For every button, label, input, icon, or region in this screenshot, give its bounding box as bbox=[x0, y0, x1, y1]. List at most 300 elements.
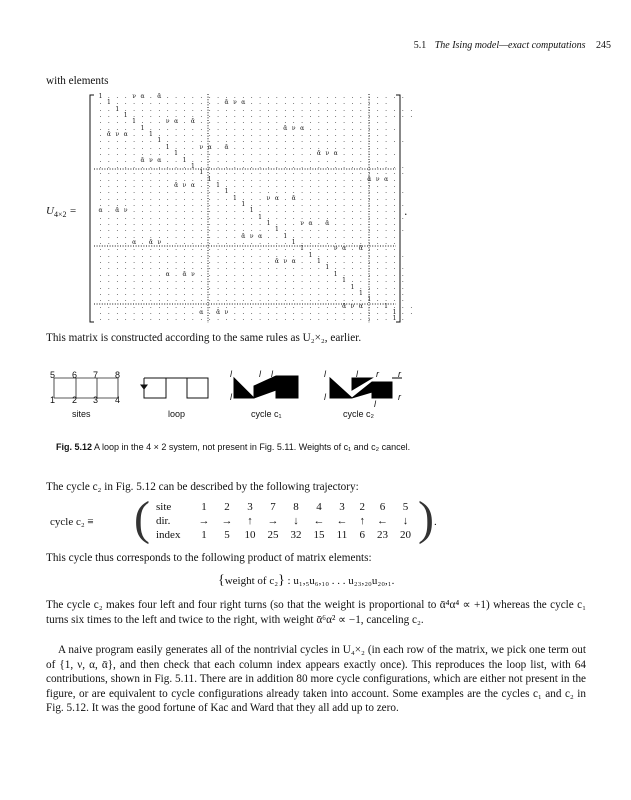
matrix-cell: . bbox=[343, 105, 346, 113]
matrix-cell: . bbox=[368, 112, 371, 120]
matrix-cell: . bbox=[385, 245, 388, 253]
matrix-cell: . bbox=[200, 213, 203, 221]
matrix-cell: . bbox=[250, 277, 253, 285]
weight-lhs: weight of c₂ bbox=[224, 575, 279, 587]
matrix-cell: . bbox=[334, 99, 337, 107]
matrix-cell: . bbox=[225, 277, 228, 285]
matrix-cell: . bbox=[292, 99, 295, 107]
matrix-cell: . bbox=[284, 207, 287, 215]
matrix-cell: ᾱ bbox=[106, 131, 111, 139]
matrix-cell: 1 bbox=[333, 270, 338, 278]
matrix-cell: . bbox=[351, 213, 354, 221]
matrix-cell: . bbox=[317, 289, 320, 297]
matrix-cell: . bbox=[208, 232, 211, 240]
matrix-cell: . bbox=[133, 213, 136, 221]
trajectory-cell: ↑ bbox=[247, 515, 253, 527]
matrix-cell: . bbox=[225, 156, 228, 164]
matrix-cell: . bbox=[359, 207, 362, 215]
matrix-cell: . bbox=[158, 296, 161, 304]
matrix-cell: . bbox=[317, 105, 320, 113]
matrix-cell: . bbox=[359, 143, 362, 151]
matrix-cell: . bbox=[225, 93, 228, 100]
matrix-cell: . bbox=[343, 258, 346, 266]
matrix-cell: . bbox=[158, 302, 161, 310]
matrix-cell: . bbox=[401, 277, 404, 285]
matrix-cell: . bbox=[141, 220, 144, 227]
matrix-cell: . bbox=[267, 150, 270, 158]
matrix-cell: . bbox=[267, 239, 270, 247]
matrix-cell: . bbox=[149, 143, 152, 151]
matrix-cell: . bbox=[233, 169, 236, 177]
matrix-cell: . bbox=[217, 220, 220, 227]
matrix-cell: . bbox=[351, 137, 354, 145]
matrix-cell: . bbox=[359, 251, 362, 259]
matrix-cell: . bbox=[233, 270, 236, 278]
matrix-cell: . bbox=[225, 226, 228, 234]
matrix-cell: ν bbox=[325, 150, 330, 158]
matrix-cell: . bbox=[343, 194, 346, 202]
figure-caption bbox=[56, 441, 536, 453]
matrix-cell: . bbox=[141, 258, 144, 266]
matrix-cell: . bbox=[292, 143, 295, 151]
matrix-cell: . bbox=[124, 200, 127, 208]
matrix-cell: . bbox=[116, 239, 119, 247]
matrix-cell: . bbox=[368, 162, 371, 170]
matrix-cell: . bbox=[393, 239, 396, 247]
matrix-cell: . bbox=[351, 200, 354, 208]
matrix-cell: . bbox=[284, 105, 287, 113]
matrix-cell: . bbox=[242, 220, 245, 227]
product-intro: This cycle thus corresponds to the following product of matrix elements: bbox=[46, 552, 372, 564]
matrix-cell: . bbox=[385, 112, 388, 120]
matrix-cell: . bbox=[250, 220, 253, 227]
matrix-cell: . bbox=[301, 226, 304, 234]
matrix-cell: . bbox=[250, 93, 253, 100]
matrix-cell: . bbox=[368, 315, 371, 323]
matrix-cell: . bbox=[359, 156, 362, 164]
edge-label: l bbox=[324, 392, 326, 402]
matrix-cell: . bbox=[149, 245, 152, 253]
matrix-cell: . bbox=[191, 137, 194, 145]
matrix-cell: 1 bbox=[274, 226, 279, 234]
matrix-cell: . bbox=[99, 105, 102, 113]
matrix-cell: . bbox=[385, 239, 388, 247]
matrix-cell: . bbox=[166, 181, 169, 189]
matrix-cell: . bbox=[107, 264, 110, 272]
matrix-cell: . bbox=[401, 315, 404, 323]
matrix-cell: . bbox=[183, 251, 186, 259]
matrix-cell: . bbox=[410, 112, 413, 120]
matrix-cell: . bbox=[242, 156, 245, 164]
panel-label-cycle-c2: cycle c₂ bbox=[343, 409, 374, 419]
matrix-cell: . bbox=[292, 289, 295, 297]
matrix-cell: . bbox=[225, 118, 228, 126]
trajectory-cell: 1 bbox=[201, 501, 207, 513]
matrix-cell: . bbox=[158, 308, 161, 316]
matrix-cell: . bbox=[175, 143, 178, 151]
matrix-cell: . bbox=[242, 315, 245, 323]
matrix-cell: . bbox=[259, 156, 262, 164]
matrix-cell: . bbox=[359, 162, 362, 170]
trajectory-cell: 32 bbox=[290, 529, 302, 541]
matrix-cell: . bbox=[292, 277, 295, 285]
matrix-cell: . bbox=[267, 99, 270, 107]
matrix-cell: . bbox=[401, 289, 404, 297]
matrix-cell: . bbox=[343, 220, 346, 227]
matrix-cell: α bbox=[165, 270, 170, 278]
matrix-cell: . bbox=[334, 239, 337, 247]
matrix-cell: . bbox=[351, 156, 354, 164]
matrix-cell: . bbox=[200, 296, 203, 304]
panel-label-sites: sites bbox=[72, 409, 91, 419]
matrix-cell: . bbox=[250, 315, 253, 323]
matrix-cell: . bbox=[175, 188, 178, 196]
matrix-cell: . bbox=[343, 131, 346, 139]
matrix-cell: . bbox=[334, 302, 337, 310]
matrix-cell: . bbox=[250, 169, 253, 177]
matrix-cell: . bbox=[124, 239, 127, 247]
matrix-cell: . bbox=[191, 296, 194, 304]
matrix-cell: . bbox=[351, 289, 354, 297]
matrix-cell: . bbox=[149, 137, 152, 145]
matrix-cell: . bbox=[393, 232, 396, 240]
matrix-cell: . bbox=[368, 93, 371, 100]
matrix-cell: . bbox=[317, 131, 320, 139]
matrix-cell: . bbox=[292, 264, 295, 272]
matrix-cell: . bbox=[309, 156, 312, 164]
matrix-cell: . bbox=[267, 169, 270, 177]
matrix-cell: . bbox=[259, 302, 262, 310]
matrix-cell: . bbox=[149, 270, 152, 278]
matrix-cell: . bbox=[267, 251, 270, 259]
matrix-cell: . bbox=[326, 226, 329, 234]
matrix-cell: . bbox=[116, 289, 119, 297]
matrix-cell: . bbox=[284, 143, 287, 151]
matrix-cell: . bbox=[376, 302, 379, 310]
matrix-cell: . bbox=[141, 162, 144, 170]
matrix-cell: . bbox=[250, 283, 253, 291]
matrix-cell: . bbox=[326, 175, 329, 183]
matrix-cell: . bbox=[326, 93, 329, 100]
matrix-cell: 1 bbox=[291, 239, 296, 247]
matrix-cell: . bbox=[343, 289, 346, 297]
matrix-cell: . bbox=[99, 277, 102, 285]
matrix-cell: . bbox=[284, 200, 287, 208]
matrix-cell: . bbox=[284, 270, 287, 278]
matrix-cell: . bbox=[368, 270, 371, 278]
weight-rhs: : u₁,₅u₆,₁₀ . . . u₂₃,₂₀u₂₀,₁. bbox=[287, 575, 395, 587]
matrix-cell: 1 bbox=[308, 251, 313, 259]
matrix-cell: . bbox=[225, 213, 228, 221]
matrix-cell: . bbox=[233, 188, 236, 196]
matrix-cell: . bbox=[175, 239, 178, 247]
matrix-cell: . bbox=[107, 181, 110, 189]
matrix-cell: . bbox=[376, 118, 379, 126]
matrix-cell: . bbox=[149, 169, 152, 177]
matrix-cell: . bbox=[301, 93, 304, 100]
matrix-cell: . bbox=[250, 162, 253, 170]
matrix-cell: . bbox=[124, 213, 127, 221]
matrix-cell: . bbox=[376, 264, 379, 272]
matrix-cell: . bbox=[217, 213, 220, 221]
matrix-cell: . bbox=[368, 188, 371, 196]
cycle-c2-diagram bbox=[330, 378, 402, 398]
matrix-cell: . bbox=[259, 251, 262, 259]
matrix-cell: . bbox=[149, 93, 152, 100]
matrix-cell: . bbox=[334, 194, 337, 202]
matrix-cell: . bbox=[149, 194, 152, 202]
matrix-cell: . bbox=[200, 200, 203, 208]
matrix-cell: . bbox=[208, 213, 211, 221]
matrix-cell: ᾱ bbox=[224, 143, 229, 151]
matrix-cell: . bbox=[233, 239, 236, 247]
matrix-cell: . bbox=[166, 200, 169, 208]
matrix-cell: . bbox=[141, 315, 144, 323]
matrix-cell: . bbox=[359, 124, 362, 132]
matrix-cell: . bbox=[116, 251, 119, 259]
matrix-cell: . bbox=[225, 194, 228, 202]
matrix-cell: . bbox=[149, 175, 152, 183]
matrix-cell: . bbox=[208, 251, 211, 259]
matrix-cell: . bbox=[292, 315, 295, 323]
matrix-cell: . bbox=[141, 207, 144, 215]
matrix-cell: . bbox=[317, 302, 320, 310]
matrix-cell: ν bbox=[333, 245, 338, 253]
matrix-cell: . bbox=[284, 175, 287, 183]
edge-label: l bbox=[324, 369, 326, 379]
matrix-cell: . bbox=[124, 188, 127, 196]
matrix-cell: . bbox=[309, 226, 312, 234]
matrix-cell: . bbox=[292, 188, 295, 196]
matrix-cell: . bbox=[368, 105, 371, 113]
matrix-cell: . bbox=[233, 251, 236, 259]
matrix-cell: . bbox=[259, 207, 262, 215]
matrix-cell: . bbox=[191, 213, 194, 221]
matrix-cell: . bbox=[351, 194, 354, 202]
matrix-cell: . bbox=[267, 207, 270, 215]
matrix-cell: . bbox=[183, 226, 186, 234]
matrix-cell: ν bbox=[266, 194, 271, 202]
matrix-cell: . bbox=[326, 258, 329, 266]
matrix-cell: . bbox=[368, 150, 371, 158]
matrix-cell: . bbox=[166, 308, 169, 316]
matrix-cell: . bbox=[317, 270, 320, 278]
matrix-cell: . bbox=[326, 105, 329, 113]
matrix-cell: 1 bbox=[207, 175, 212, 183]
matrix-cell: . bbox=[301, 150, 304, 158]
matrix-cell: . bbox=[267, 289, 270, 297]
matrix-cell: α bbox=[300, 124, 305, 132]
trajectory-cell: ← bbox=[376, 515, 388, 527]
matrix-cell: . bbox=[233, 112, 236, 120]
matrix-cell: . bbox=[351, 315, 354, 323]
matrix-cell: . bbox=[175, 232, 178, 240]
matrix-cell: . bbox=[124, 302, 127, 310]
matrix-cell: . bbox=[149, 232, 152, 240]
matrix-cell: . bbox=[326, 239, 329, 247]
matrix-cell: . bbox=[334, 143, 337, 151]
matrix-cell: . bbox=[309, 169, 312, 177]
matrix-cell: . bbox=[141, 302, 144, 310]
matrix-cell: . bbox=[359, 315, 362, 323]
matrix-cell: . bbox=[166, 239, 169, 247]
matrix-cell: . bbox=[284, 162, 287, 170]
matrix-cell: . bbox=[217, 239, 220, 247]
matrix-cell: . bbox=[191, 93, 194, 100]
matrix-cell: . bbox=[259, 112, 262, 120]
section-title: The Ising model—exact computations bbox=[434, 40, 586, 51]
matrix-equals: = bbox=[69, 205, 77, 217]
matrix-cell: . bbox=[242, 188, 245, 196]
matrix-cell: . bbox=[351, 93, 354, 100]
matrix-cell: . bbox=[368, 169, 371, 177]
matrix-cell: . bbox=[183, 137, 186, 145]
matrix-cell: . bbox=[233, 220, 236, 227]
matrix-cell: . bbox=[175, 194, 178, 202]
matrix-cell: α bbox=[174, 118, 179, 126]
matrix-cell: . bbox=[292, 137, 295, 145]
matrix-cell: . bbox=[376, 169, 379, 177]
matrix-cell: . bbox=[166, 283, 169, 291]
matrix-cell: . bbox=[166, 124, 169, 132]
matrix-cell: . bbox=[334, 169, 337, 177]
matrix-cell: . bbox=[233, 283, 236, 291]
matrix-cell: . bbox=[107, 169, 110, 177]
trajectory-table bbox=[150, 500, 417, 542]
matrix-cell: . bbox=[301, 264, 304, 272]
matrix-cell: . bbox=[275, 99, 278, 107]
matrix-cell: . bbox=[368, 213, 371, 221]
matrix-cell: . bbox=[149, 258, 152, 266]
matrix-cell: . bbox=[343, 264, 346, 272]
matrix-cell: . bbox=[301, 302, 304, 310]
matrix-cell: . bbox=[200, 283, 203, 291]
matrix-cell: . bbox=[343, 283, 346, 291]
matrix-cell: . bbox=[368, 289, 371, 297]
matrix-cell: . bbox=[284, 226, 287, 234]
matrix-cell: . bbox=[267, 308, 270, 316]
matrix-cell: . bbox=[158, 200, 161, 208]
matrix-cell: . bbox=[242, 162, 245, 170]
matrix-cell: . bbox=[343, 150, 346, 158]
matrix-cell: 1 bbox=[258, 213, 262, 221]
matrix-cell: . bbox=[368, 220, 371, 227]
matrix-cell: . bbox=[217, 207, 220, 215]
matrix-cell: . bbox=[242, 181, 245, 189]
matrix-cell: . bbox=[191, 277, 194, 285]
matrix-cell: . bbox=[233, 93, 236, 100]
matrix-cell: . bbox=[225, 296, 228, 304]
matrix-cell: . bbox=[107, 124, 110, 132]
matrix-cell: . bbox=[259, 315, 262, 323]
matrix-cell: . bbox=[124, 277, 127, 285]
matrix-cell: . bbox=[368, 226, 371, 234]
matrix-cell: . bbox=[166, 188, 169, 196]
matrix-cell: . bbox=[99, 169, 102, 177]
panel-label-cycle-c1: cycle c₁ bbox=[251, 409, 282, 419]
matrix-cell: ν bbox=[157, 239, 162, 247]
matrix-cell: . bbox=[376, 99, 379, 107]
matrix-cell: . bbox=[359, 194, 362, 202]
matrix-cell: . bbox=[368, 251, 371, 259]
matrix-cell: . bbox=[351, 175, 354, 183]
matrix-cell: . bbox=[351, 277, 354, 285]
matrix-cell: . bbox=[359, 232, 362, 240]
matrix-cell: . bbox=[284, 245, 287, 253]
matrix-cell: ᾱ bbox=[367, 175, 372, 183]
trajectory-cell: ← bbox=[313, 515, 325, 527]
matrix-cell: . bbox=[301, 213, 304, 221]
matrix-cell: . bbox=[385, 124, 388, 132]
matrix-cell: . bbox=[175, 283, 178, 291]
matrix-cell: . bbox=[309, 137, 312, 145]
matrix-cell: . bbox=[275, 302, 278, 310]
matrix-cell: . bbox=[233, 289, 236, 297]
matrix-cell: . bbox=[149, 200, 152, 208]
matrix-cell: . bbox=[242, 143, 245, 151]
matrix-cell: . bbox=[326, 213, 329, 221]
matrix-cell: . bbox=[116, 137, 119, 145]
matrix-cell: . bbox=[376, 283, 379, 291]
after-matrix-text: This matrix is constructed according to the same rules as U₂×₂, earlier. bbox=[46, 332, 362, 344]
matrix-cell: . bbox=[250, 105, 253, 113]
matrix-cell: . bbox=[133, 220, 136, 227]
matrix-cell: . bbox=[368, 245, 371, 253]
matrix-cell: . bbox=[351, 251, 354, 259]
matrix-cell: . bbox=[166, 131, 169, 139]
matrix-cell: . bbox=[200, 315, 203, 323]
matrix-cell: . bbox=[259, 150, 262, 158]
matrix-cell: . bbox=[133, 200, 136, 208]
matrix-cell: . bbox=[217, 200, 220, 208]
matrix-cell: . bbox=[267, 315, 270, 323]
matrix-cell: . bbox=[317, 162, 320, 170]
matrix-cell: 1 bbox=[316, 258, 321, 266]
matrix-cell: . bbox=[141, 175, 144, 183]
trajectory-row-name: dir. bbox=[156, 515, 171, 527]
matrix-cell: . bbox=[183, 169, 186, 177]
matrix-cell: . bbox=[259, 143, 262, 151]
matrix-cell: . bbox=[259, 220, 262, 227]
matrix-cell: . bbox=[107, 112, 110, 120]
matrix-cell: . bbox=[385, 181, 388, 189]
matrix-cell: . bbox=[250, 143, 253, 151]
matrix-cell: . bbox=[183, 131, 186, 139]
matrix-cell: . bbox=[393, 251, 396, 259]
matrix-cell: . bbox=[275, 131, 278, 139]
matrix-cell: . bbox=[208, 105, 211, 113]
matrix-cell: . bbox=[275, 270, 278, 278]
matrix-cell: . bbox=[326, 169, 329, 177]
matrix-cell: . bbox=[334, 258, 337, 266]
matrix-cell: . bbox=[334, 131, 337, 139]
matrix-cell: . bbox=[393, 302, 396, 310]
matrix-cell: . bbox=[99, 213, 102, 221]
matrix-cell: . bbox=[292, 112, 295, 120]
matrix-cell: . bbox=[158, 245, 161, 253]
matrix-cell: ᾱ bbox=[174, 181, 179, 189]
matrix-cell: . bbox=[233, 131, 236, 139]
matrix-cell: . bbox=[301, 194, 304, 202]
matrix-cell: . bbox=[217, 270, 220, 278]
matrix-cell: . bbox=[149, 283, 152, 291]
matrix-cell: 1 bbox=[132, 118, 136, 126]
matrix-cell: . bbox=[317, 188, 320, 196]
matrix-cell: . bbox=[200, 131, 203, 139]
matrix-cell: α bbox=[157, 156, 162, 164]
matrix-cell: . bbox=[217, 143, 220, 151]
matrix-cell: . bbox=[309, 283, 312, 291]
